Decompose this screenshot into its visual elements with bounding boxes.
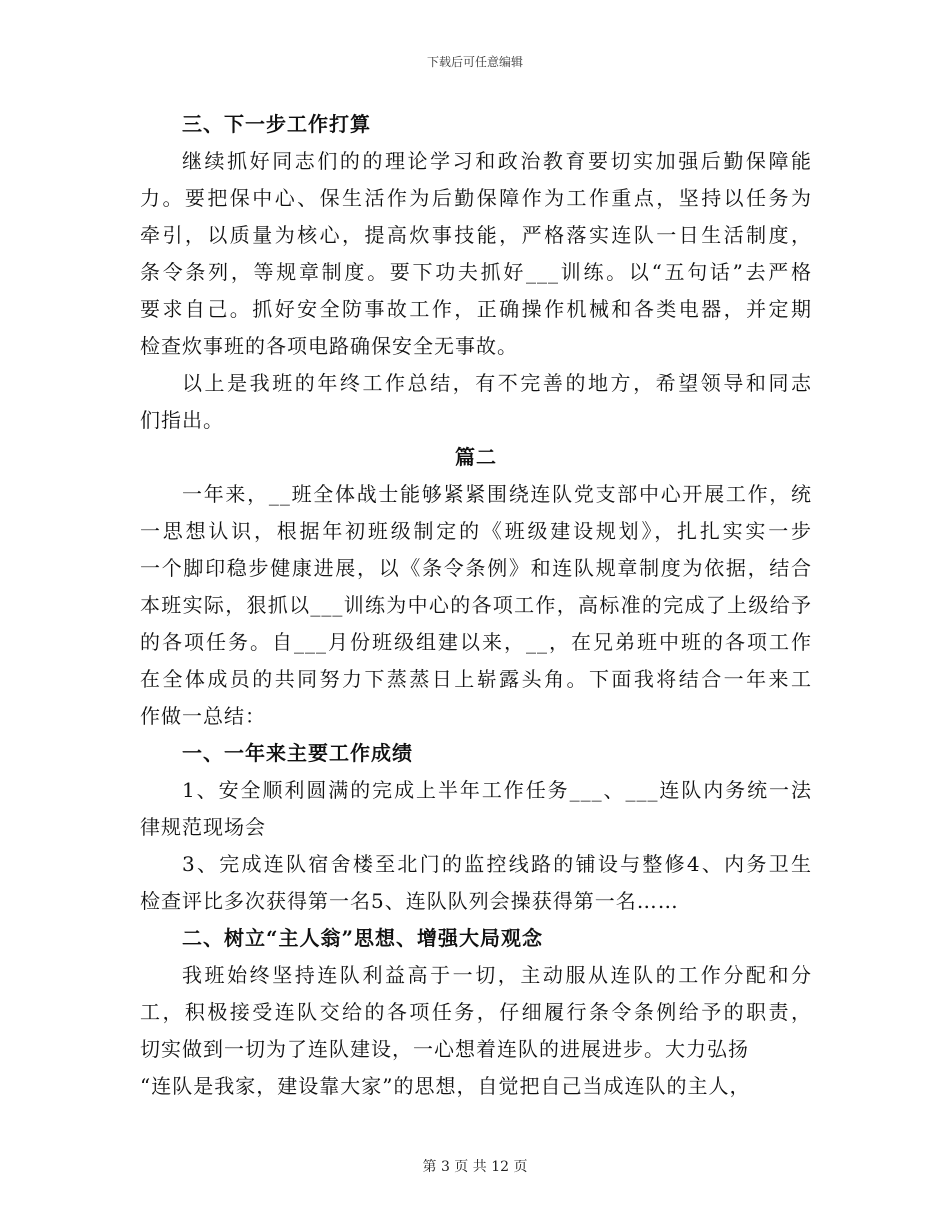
paragraph-line: 检查炊事班的各项电路确保安全无事故。 xyxy=(140,334,518,358)
paragraph-line: 继续抓好同志们的的理论学习和政治教育要切实加强后勤保障能 xyxy=(182,149,812,173)
list-item-line: 律规范现场会 xyxy=(140,815,266,839)
paragraph-line: 一个脚印稳步健康进展，以《条令条例》和连队规章制度为依据，结合 xyxy=(140,556,812,580)
list-item-line: 检查评比多次获得第一名5、连队队列会操获得第一名…… xyxy=(140,889,679,913)
list-item-line: 1、安全顺利圆满的完成上半年工作任务___、___连队内务统一法 xyxy=(182,778,812,802)
paragraph-line: 工，积极接受连队交给的各项任务，仔细履行条令条例给予的职责， xyxy=(140,1000,812,1024)
paragraph-line: 们指出。 xyxy=(140,408,224,432)
paragraph-line: 我班始终坚持连队利益高于一切，主动服从连队的工作分配和分 xyxy=(182,963,812,987)
paragraph-line: 本班实际，狠抓以___训练为中心的各项工作，高标准的完成了上级给予 xyxy=(140,593,812,617)
paragraph-line: 以上是我班的年终工作总结，有不完善的地方，希望领导和同志 xyxy=(182,371,812,395)
paragraph-line: 一思想认识，根据年初班级制定的《班级建设规划》，扎扎实实一步 xyxy=(140,519,812,543)
paragraph-line: 力。要把保中心、保生活作为后勤保障作为工作重点，坚持以任务为 xyxy=(140,186,812,210)
header-note: 下载后可任意编辑 xyxy=(426,55,523,69)
paragraph-line: 一年来，__班全体战士能够紧紧围绕连队党支部中心开展工作，统 xyxy=(182,482,812,506)
paragraph-line: 牵引，以质量为核心，提高炊事技能，严格落实连队一日生活制度， xyxy=(140,223,812,247)
paragraph-line: 的各项任务。自___月份班级组建以来，__，在兄弟班中班的各项工作 xyxy=(140,630,812,654)
list-item-line: 3、完成连队宿舍楼至北门的监控线路的铺设与整修4、内务卫生 xyxy=(182,852,812,876)
document-body xyxy=(140,106,812,1105)
paragraph-line: 切实做到一切为了连队建设，一心想着连队的进展进步。大力弘扬 xyxy=(140,1037,749,1061)
paragraph-line: 条令条列，等规章制度。要下功夫抓好___训练。以“五句话”去严格 xyxy=(140,260,812,284)
part-title: 篇二 xyxy=(455,445,497,469)
paragraph-line: 要求自己。抓好安全防事故工作，正确操作机械和各类电器，并定期 xyxy=(140,297,812,321)
paragraph-line: 在全体成员的共同努力下蒸蒸日上崭露头角。下面我将结合一年来工 xyxy=(140,667,812,691)
paragraph-line: “连队是我家，建设靠大家”的思想，自觉把自己当成连队的主人， xyxy=(140,1074,751,1098)
section-heading-next-steps: 三、下一步工作打算 xyxy=(182,112,371,136)
paragraph-line: 作做一总结： xyxy=(140,704,266,728)
page-number-footer: 第 3 页 共 12 页 xyxy=(422,1159,528,1175)
section-heading-achievements: 一、一年来主要工作成绩 xyxy=(182,741,413,765)
section-heading-ownership: 二、树立“主人翁”思想、增强大局观念 xyxy=(182,926,544,950)
